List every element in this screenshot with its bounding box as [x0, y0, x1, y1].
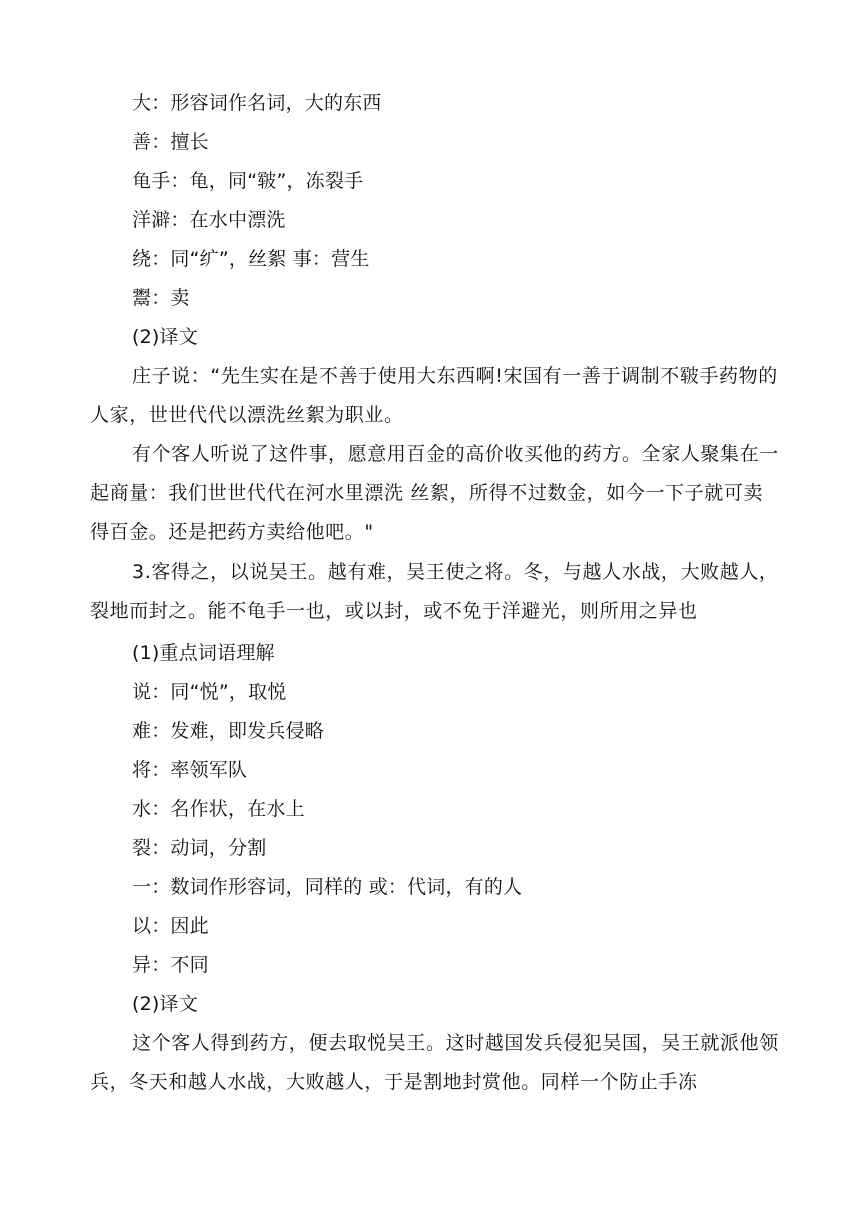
gloss-yu: 鬻：卖	[132, 287, 190, 309]
translation-heading-1: (2)译文	[132, 326, 198, 348]
section-3-source-text: 3.客得之，以说吴王。越有难，吴王使之将。冬，与越人水战，大败越人，裂地而封之。能不龟手一也，或以封，或不免于洋避光，则所用之异也	[90, 561, 779, 622]
translation-paragraph-2: 有个客人听说了这件事，愿意用百金的高价收买他的药方。全家人聚集在一起商量：我们世世代代在河水里漂洗 丝絮，所得不过数金，如今一下子就可卖得百金。还是把药方卖给他吧。"	[90, 443, 779, 543]
translation-heading-3: (2)译文	[132, 993, 198, 1015]
keywords-heading: (1)重点词语理解	[132, 642, 275, 664]
gloss-yi-yinci: 以：因此	[132, 915, 209, 937]
gloss-yi-huo: 一：数词作形容词，同样的 或：代词，有的人	[132, 876, 523, 898]
gloss-gui-shou: 龟手：龟，同“皲”，冻裂手	[132, 170, 364, 192]
gloss-da: 大：形容词作名词，大的东西	[132, 92, 382, 114]
gloss-jiang: 将：率领军队	[132, 759, 248, 781]
gloss-kuang-shi: 绕：同“纩”，丝絮 事：营生	[132, 248, 370, 270]
gloss-shuo: 说：同“悦”，取悦	[132, 681, 287, 703]
translation-paragraph-1: 庄子说：“先生实在是不善于使用大东西啊!宋国有一善于调制不皲手药物的人家，世世代代以漂洗丝絮为职业。	[90, 365, 778, 426]
gloss-lie: 裂：动词，分割	[132, 837, 267, 859]
gloss-shan: 善：擅长	[132, 131, 209, 153]
gloss-yi-butong: 异：不同	[132, 954, 209, 976]
translation-paragraph-3: 这个客人得到药方，便去取悦吴王。这时越国发兵侵犯吴国，吴王就派他领兵，冬天和越人水战，大败越人，于是割地封赏他。同样一个防止手冻	[90, 1032, 779, 1093]
gloss-nan: 难：发难，即发兵侵略	[132, 720, 325, 742]
gloss-yang-pi: 洋澼：在水中漂洗	[132, 209, 286, 231]
gloss-shui: 水：名作状，在水上	[132, 798, 305, 820]
